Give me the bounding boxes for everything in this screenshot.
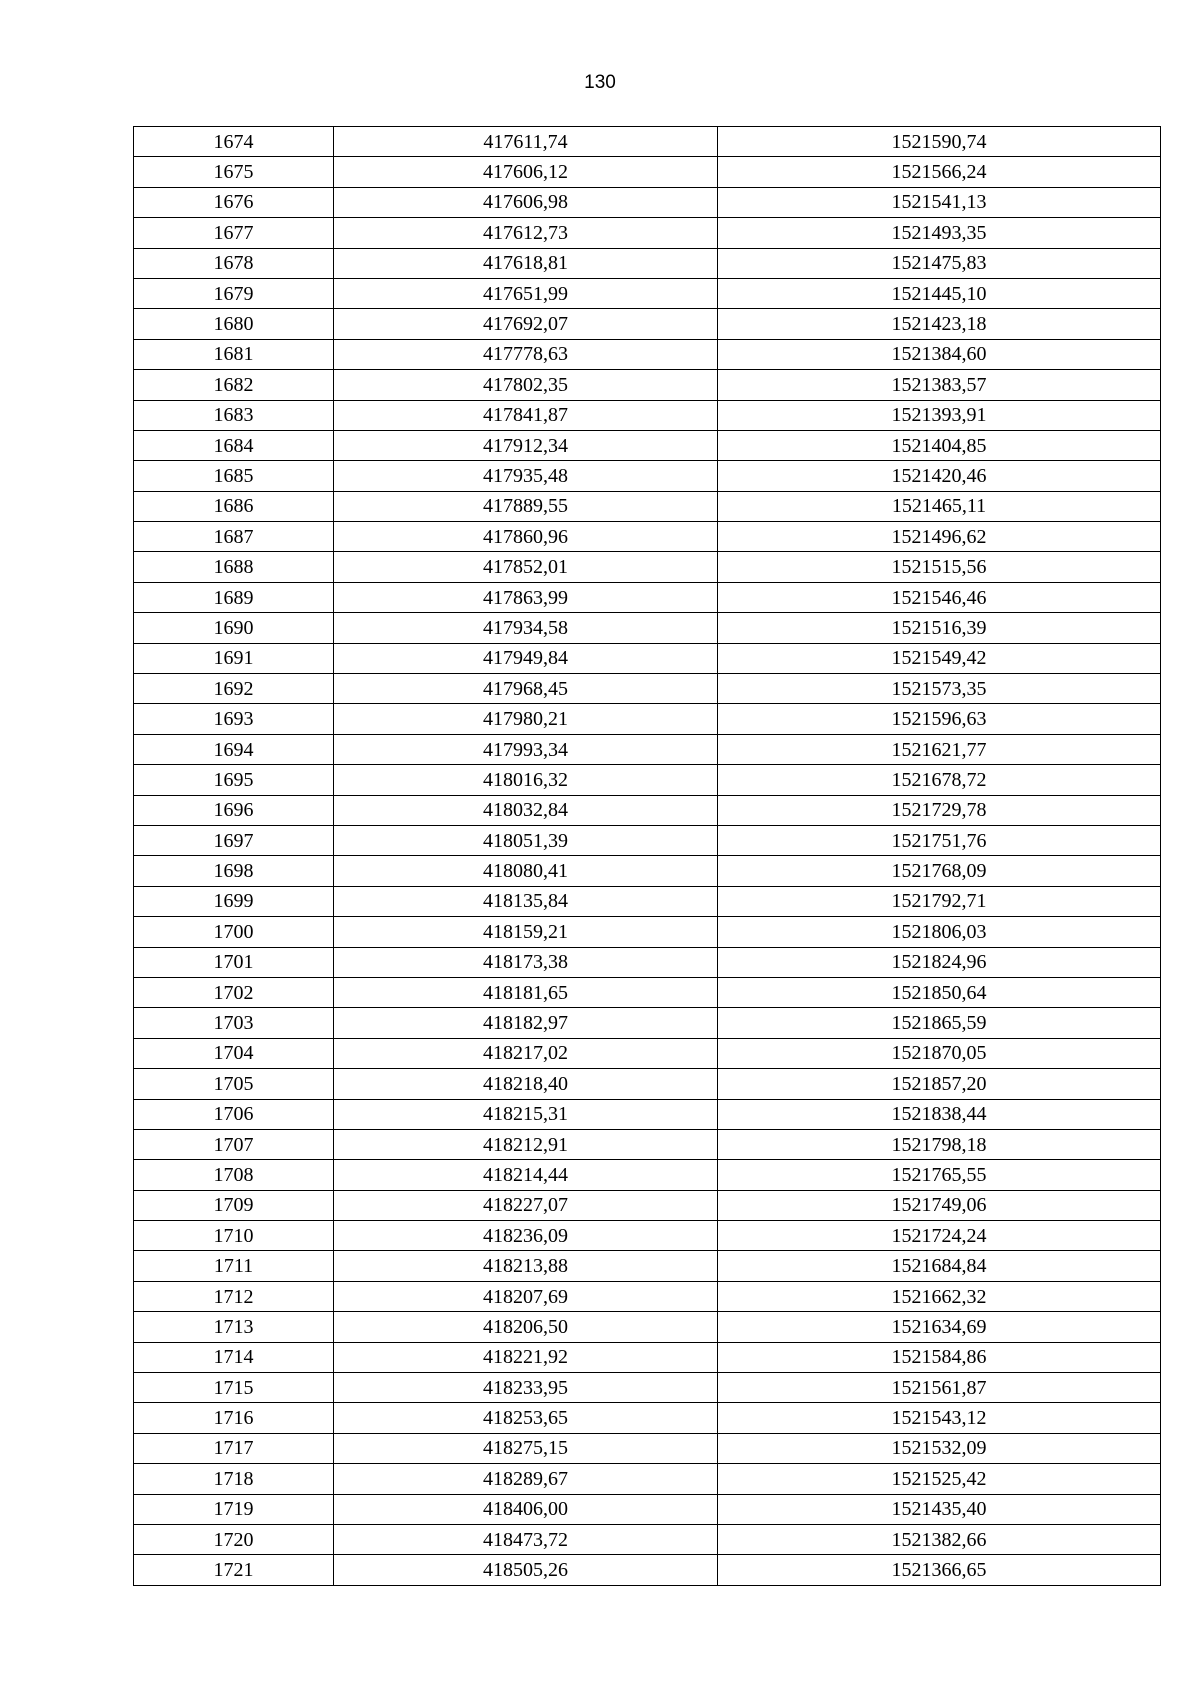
x-coordinate-cell: 418236,09 xyxy=(334,1221,718,1251)
x-coordinate-cell: 418181,65 xyxy=(334,977,718,1007)
x-coordinate-cell: 418016,32 xyxy=(334,765,718,795)
y-coordinate-cell: 1521420,46 xyxy=(718,461,1161,491)
point-number-cell: 1702 xyxy=(134,977,334,1007)
y-coordinate-cell: 1521541,13 xyxy=(718,187,1161,217)
table-row xyxy=(134,522,1161,552)
x-coordinate-cell: 418233,95 xyxy=(334,1373,718,1403)
table-row xyxy=(134,1129,1161,1159)
point-number-cell: 1678 xyxy=(134,248,334,278)
y-coordinate-cell: 1521621,77 xyxy=(718,734,1161,764)
x-coordinate-cell: 418221,92 xyxy=(334,1342,718,1372)
table-row xyxy=(134,1281,1161,1311)
point-number-cell: 1703 xyxy=(134,1008,334,1038)
y-coordinate-cell: 1521751,76 xyxy=(718,825,1161,855)
table-row xyxy=(134,613,1161,643)
table-row xyxy=(134,1251,1161,1281)
table-row xyxy=(134,1312,1161,1342)
x-coordinate-cell: 418406,00 xyxy=(334,1494,718,1524)
table-row xyxy=(134,886,1161,916)
point-number-cell: 1680 xyxy=(134,309,334,339)
y-coordinate-cell: 1521445,10 xyxy=(718,278,1161,308)
y-coordinate-cell: 1521549,42 xyxy=(718,643,1161,673)
point-number-cell: 1720 xyxy=(134,1524,334,1554)
y-coordinate-cell: 1521584,86 xyxy=(718,1342,1161,1372)
table-row xyxy=(134,461,1161,491)
point-number-cell: 1697 xyxy=(134,825,334,855)
x-coordinate-cell: 418505,26 xyxy=(334,1555,718,1585)
y-coordinate-cell: 1521806,03 xyxy=(718,917,1161,947)
y-coordinate-cell: 1521768,09 xyxy=(718,856,1161,886)
table-row xyxy=(134,400,1161,430)
x-coordinate-cell: 417778,63 xyxy=(334,339,718,369)
x-coordinate-cell: 418051,39 xyxy=(334,825,718,855)
x-coordinate-cell: 417611,74 xyxy=(334,127,718,157)
point-number-cell: 1687 xyxy=(134,522,334,552)
point-number-cell: 1713 xyxy=(134,1312,334,1342)
table-row xyxy=(134,795,1161,825)
x-coordinate-cell: 417912,34 xyxy=(334,430,718,460)
point-number-cell: 1701 xyxy=(134,947,334,977)
point-number-cell: 1712 xyxy=(134,1281,334,1311)
x-coordinate-cell: 418080,41 xyxy=(334,856,718,886)
table-row xyxy=(134,734,1161,764)
point-number-cell: 1704 xyxy=(134,1038,334,1068)
table-row xyxy=(134,1221,1161,1251)
coordinates-table-body xyxy=(134,127,1161,1586)
table-row xyxy=(134,856,1161,886)
y-coordinate-cell: 1521404,85 xyxy=(718,430,1161,460)
y-coordinate-cell: 1521515,56 xyxy=(718,552,1161,582)
table-row xyxy=(134,977,1161,1007)
point-number-cell: 1684 xyxy=(134,430,334,460)
table-row xyxy=(134,248,1161,278)
x-coordinate-cell: 418135,84 xyxy=(334,886,718,916)
table-row xyxy=(134,1403,1161,1433)
y-coordinate-cell: 1521678,72 xyxy=(718,765,1161,795)
y-coordinate-cell: 1521384,60 xyxy=(718,339,1161,369)
point-number-cell: 1676 xyxy=(134,187,334,217)
x-coordinate-cell: 417889,55 xyxy=(334,491,718,521)
y-coordinate-cell: 1521496,62 xyxy=(718,522,1161,552)
x-coordinate-cell: 417852,01 xyxy=(334,552,718,582)
y-coordinate-cell: 1521393,91 xyxy=(718,400,1161,430)
point-number-cell: 1674 xyxy=(134,127,334,157)
y-coordinate-cell: 1521824,96 xyxy=(718,947,1161,977)
x-coordinate-cell: 418207,69 xyxy=(334,1281,718,1311)
table-row xyxy=(134,1069,1161,1099)
x-coordinate-cell: 417980,21 xyxy=(334,704,718,734)
point-number-cell: 1718 xyxy=(134,1464,334,1494)
point-number-cell: 1700 xyxy=(134,917,334,947)
table-row xyxy=(134,1099,1161,1129)
table-row xyxy=(134,1008,1161,1038)
y-coordinate-cell: 1521525,42 xyxy=(718,1464,1161,1494)
x-coordinate-cell: 418217,02 xyxy=(334,1038,718,1068)
point-number-cell: 1692 xyxy=(134,674,334,704)
table-row xyxy=(134,218,1161,248)
y-coordinate-cell: 1521634,69 xyxy=(718,1312,1161,1342)
point-number-cell: 1681 xyxy=(134,339,334,369)
y-coordinate-cell: 1521724,24 xyxy=(718,1221,1161,1251)
x-coordinate-cell: 417692,07 xyxy=(334,309,718,339)
y-coordinate-cell: 1521516,39 xyxy=(718,613,1161,643)
y-coordinate-cell: 1521590,74 xyxy=(718,127,1161,157)
x-coordinate-cell: 417968,45 xyxy=(334,674,718,704)
point-number-cell: 1708 xyxy=(134,1160,334,1190)
table-row xyxy=(134,947,1161,977)
point-number-cell: 1683 xyxy=(134,400,334,430)
point-number-cell: 1710 xyxy=(134,1221,334,1251)
x-coordinate-cell: 417860,96 xyxy=(334,522,718,552)
point-number-cell: 1689 xyxy=(134,582,334,612)
x-coordinate-cell: 417949,84 xyxy=(334,643,718,673)
table-row xyxy=(134,1190,1161,1220)
point-number-cell: 1695 xyxy=(134,765,334,795)
y-coordinate-cell: 1521382,66 xyxy=(718,1524,1161,1554)
table-row xyxy=(134,127,1161,157)
x-coordinate-cell: 417618,81 xyxy=(334,248,718,278)
x-coordinate-cell: 417651,99 xyxy=(334,278,718,308)
x-coordinate-cell: 417802,35 xyxy=(334,370,718,400)
x-coordinate-cell: 418206,50 xyxy=(334,1312,718,1342)
point-number-cell: 1719 xyxy=(134,1494,334,1524)
y-coordinate-cell: 1521857,20 xyxy=(718,1069,1161,1099)
y-coordinate-cell: 1521870,05 xyxy=(718,1038,1161,1068)
point-number-cell: 1698 xyxy=(134,856,334,886)
y-coordinate-cell: 1521684,84 xyxy=(718,1251,1161,1281)
table-row xyxy=(134,1433,1161,1463)
y-coordinate-cell: 1521493,35 xyxy=(718,218,1161,248)
table-row xyxy=(134,1524,1161,1554)
table-row xyxy=(134,582,1161,612)
table-row xyxy=(134,1373,1161,1403)
point-number-cell: 1705 xyxy=(134,1069,334,1099)
y-coordinate-cell: 1521543,12 xyxy=(718,1403,1161,1433)
x-coordinate-cell: 418218,40 xyxy=(334,1069,718,1099)
x-coordinate-cell: 417993,34 xyxy=(334,734,718,764)
point-number-cell: 1707 xyxy=(134,1129,334,1159)
table-row xyxy=(134,278,1161,308)
table-row xyxy=(134,674,1161,704)
point-number-cell: 1696 xyxy=(134,795,334,825)
y-coordinate-cell: 1521749,06 xyxy=(718,1190,1161,1220)
table-row xyxy=(134,491,1161,521)
x-coordinate-cell: 418227,07 xyxy=(334,1190,718,1220)
x-coordinate-cell: 418032,84 xyxy=(334,795,718,825)
y-coordinate-cell: 1521729,78 xyxy=(718,795,1161,825)
x-coordinate-cell: 417934,58 xyxy=(334,613,718,643)
point-number-cell: 1685 xyxy=(134,461,334,491)
point-number-cell: 1694 xyxy=(134,734,334,764)
y-coordinate-cell: 1521532,09 xyxy=(718,1433,1161,1463)
x-coordinate-cell: 417863,99 xyxy=(334,582,718,612)
coordinates-table xyxy=(133,126,1161,1586)
point-number-cell: 1706 xyxy=(134,1099,334,1129)
point-number-cell: 1721 xyxy=(134,1555,334,1585)
x-coordinate-cell: 417606,12 xyxy=(334,157,718,187)
x-coordinate-cell: 418182,97 xyxy=(334,1008,718,1038)
y-coordinate-cell: 1521573,35 xyxy=(718,674,1161,704)
table-row xyxy=(134,309,1161,339)
table-row xyxy=(134,430,1161,460)
y-coordinate-cell: 1521383,57 xyxy=(718,370,1161,400)
table-row xyxy=(134,1555,1161,1585)
point-number-cell: 1675 xyxy=(134,157,334,187)
point-number-cell: 1714 xyxy=(134,1342,334,1372)
point-number-cell: 1709 xyxy=(134,1190,334,1220)
point-number-cell: 1679 xyxy=(134,278,334,308)
x-coordinate-cell: 418473,72 xyxy=(334,1524,718,1554)
y-coordinate-cell: 1521838,44 xyxy=(718,1099,1161,1129)
x-coordinate-cell: 418215,31 xyxy=(334,1099,718,1129)
x-coordinate-cell: 418275,15 xyxy=(334,1433,718,1463)
table-row xyxy=(134,339,1161,369)
point-number-cell: 1715 xyxy=(134,1373,334,1403)
table-row xyxy=(134,552,1161,582)
y-coordinate-cell: 1521798,18 xyxy=(718,1129,1161,1159)
point-number-cell: 1711 xyxy=(134,1251,334,1281)
y-coordinate-cell: 1521850,64 xyxy=(718,977,1161,1007)
x-coordinate-cell: 418212,91 xyxy=(334,1129,718,1159)
point-number-cell: 1693 xyxy=(134,704,334,734)
table-row xyxy=(134,917,1161,947)
x-coordinate-cell: 418213,88 xyxy=(334,1251,718,1281)
y-coordinate-cell: 1521865,59 xyxy=(718,1008,1161,1038)
y-coordinate-cell: 1521423,18 xyxy=(718,309,1161,339)
x-coordinate-cell: 418159,21 xyxy=(334,917,718,947)
point-number-cell: 1690 xyxy=(134,613,334,643)
table-row xyxy=(134,1494,1161,1524)
y-coordinate-cell: 1521561,87 xyxy=(718,1373,1161,1403)
table-row xyxy=(134,825,1161,855)
y-coordinate-cell: 1521475,83 xyxy=(718,248,1161,278)
y-coordinate-cell: 1521765,55 xyxy=(718,1160,1161,1190)
y-coordinate-cell: 1521792,71 xyxy=(718,886,1161,916)
table-row xyxy=(134,1342,1161,1372)
point-number-cell: 1691 xyxy=(134,643,334,673)
table-row xyxy=(134,157,1161,187)
table-row xyxy=(134,187,1161,217)
table-row xyxy=(134,643,1161,673)
point-number-cell: 1686 xyxy=(134,491,334,521)
page-number: 130 xyxy=(584,72,616,93)
x-coordinate-cell: 418253,65 xyxy=(334,1403,718,1433)
x-coordinate-cell: 417606,98 xyxy=(334,187,718,217)
x-coordinate-cell: 418173,38 xyxy=(334,947,718,977)
point-number-cell: 1688 xyxy=(134,552,334,582)
table-row xyxy=(134,704,1161,734)
point-number-cell: 1682 xyxy=(134,370,334,400)
y-coordinate-cell: 1521366,65 xyxy=(718,1555,1161,1585)
table-row xyxy=(134,765,1161,795)
point-number-cell: 1717 xyxy=(134,1433,334,1463)
table-row xyxy=(134,1160,1161,1190)
x-coordinate-cell: 417935,48 xyxy=(334,461,718,491)
y-coordinate-cell: 1521546,46 xyxy=(718,582,1161,612)
x-coordinate-cell: 418214,44 xyxy=(334,1160,718,1190)
point-number-cell: 1677 xyxy=(134,218,334,248)
x-coordinate-cell: 418289,67 xyxy=(334,1464,718,1494)
y-coordinate-cell: 1521662,32 xyxy=(718,1281,1161,1311)
x-coordinate-cell: 417841,87 xyxy=(334,400,718,430)
y-coordinate-cell: 1521566,24 xyxy=(718,157,1161,187)
table-row xyxy=(134,1464,1161,1494)
y-coordinate-cell: 1521435,40 xyxy=(718,1494,1161,1524)
table-row xyxy=(134,370,1161,400)
y-coordinate-cell: 1521596,63 xyxy=(718,704,1161,734)
table-row xyxy=(134,1038,1161,1068)
point-number-cell: 1716 xyxy=(134,1403,334,1433)
point-number-cell: 1699 xyxy=(134,886,334,916)
y-coordinate-cell: 1521465,11 xyxy=(718,491,1161,521)
x-coordinate-cell: 417612,73 xyxy=(334,218,718,248)
